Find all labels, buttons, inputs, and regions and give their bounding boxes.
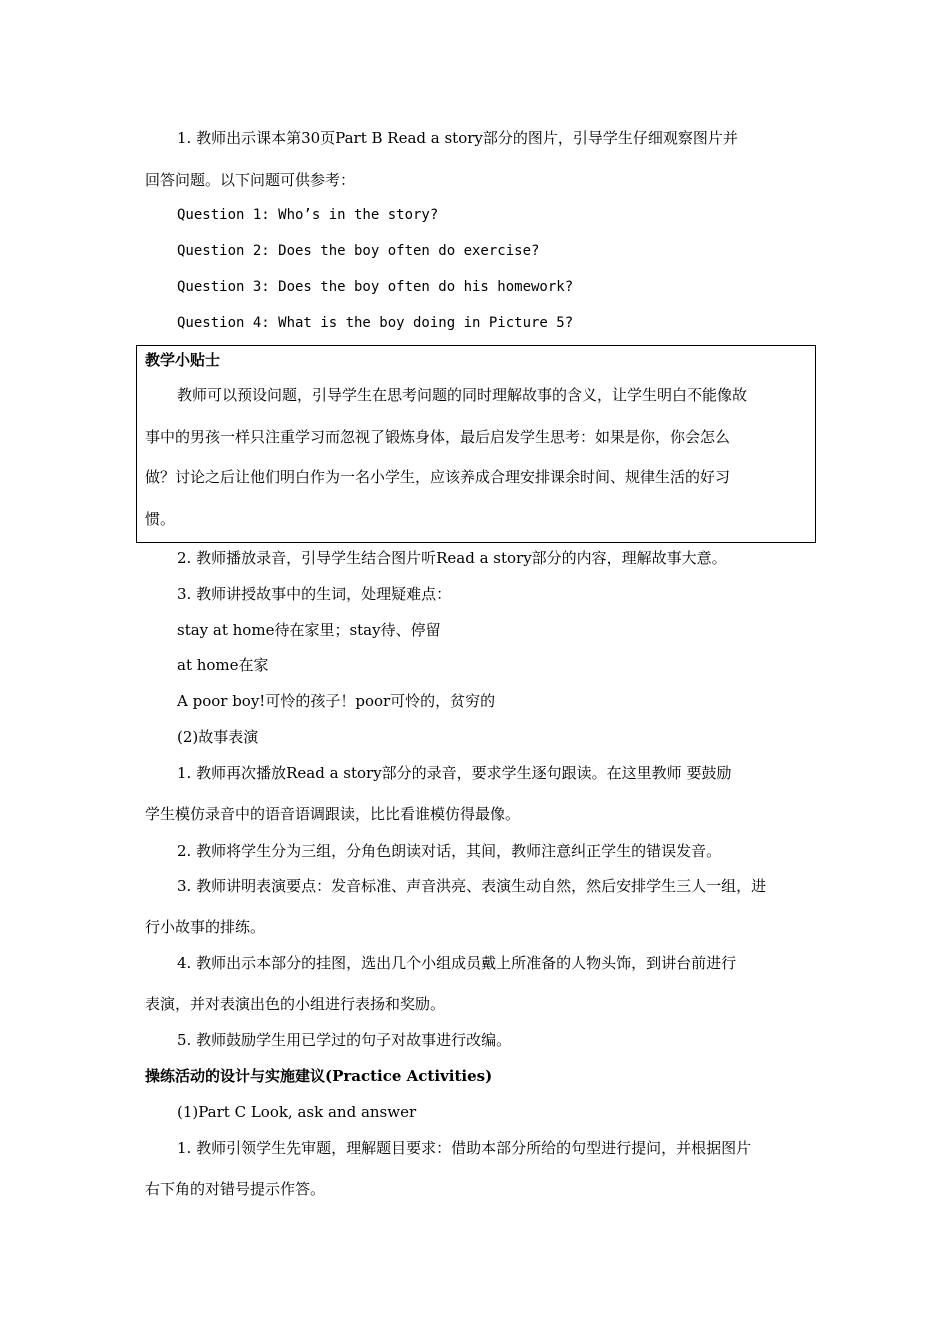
paragraph-line: 行小故事的排练。 bbox=[145, 918, 266, 936]
tip-line: 惯。 bbox=[145, 510, 176, 528]
section-heading: 操练活动的设计与实施建议(Practice Activities) bbox=[145, 1067, 493, 1085]
paragraph-line: 1. 教师再次播放Read a story部分的录音，要求学生逐句跟读。在这里教师 要鼓励 bbox=[177, 764, 732, 782]
paragraph-line: 右下角的对错号提示作答。 bbox=[145, 1180, 326, 1198]
paragraph-line: 表演，并对表演出色的小组进行表扬和奖励。 bbox=[145, 995, 446, 1013]
tip-line: 教师可以预设问题，引导学生在思考问题的同时理解故事的含义，让学生明白不能像故 bbox=[177, 386, 748, 404]
section-subheading: (2)故事表演 bbox=[177, 728, 259, 746]
paragraph-line: 1. 教师出示课本第30页Part B Read a story部分的图片，引导学生仔细观察图片并 bbox=[177, 129, 738, 147]
paragraph-line: 2. 教师播放录音，引导学生结合图片听Read a story部分的内容，理解故事大意。 bbox=[177, 549, 727, 567]
vocab-line: stay at home待在家里；stay待、停留 bbox=[177, 621, 441, 639]
paragraph-line: 3. 教师讲授故事中的生词，处理疑难点： bbox=[177, 585, 452, 603]
vocab-line: A poor boy!可怜的孩子！poor可怜的，贫穷的 bbox=[177, 692, 496, 710]
tip-title: 教学小贴士 bbox=[145, 351, 221, 369]
paragraph-line: 5. 教师鼓励学生用已学过的句子对故事进行改编。 bbox=[177, 1031, 512, 1049]
paragraph-line: 2. 教师将学生分为三组，分角色朗读对话，其间，教师注意纠正学生的错误发音。 bbox=[177, 842, 722, 860]
question-line: Question 1: Who’s in the story? bbox=[177, 207, 439, 223]
tip-line: 做？讨论之后让他们明白作为一名小学生，应该养成合理安排课余时间、规律生活的好习 bbox=[145, 468, 731, 486]
paragraph-line: 回答问题。以下问题可供参考： bbox=[145, 171, 356, 189]
question-line: Question 3: Does the boy often do his homework? bbox=[177, 279, 574, 295]
section-subheading: (1)Part C Look, ask and answer bbox=[177, 1103, 417, 1121]
paragraph-line: 学生模仿录音中的语音语调跟读，比比看谁模仿得最像。 bbox=[145, 805, 521, 823]
paragraph-line: 3. 教师讲明表演要点：发音标准、声音洪亮、表演生动自然，然后安排学生三人一组，进 bbox=[177, 877, 767, 895]
vocab-line: at home在家 bbox=[177, 656, 269, 674]
question-line: Question 4: What is the boy doing in Picture 5? bbox=[177, 315, 574, 331]
tip-line: 事中的男孩一样只注重学习而忽视了锻炼身体，最后启发学生思考：如果是你，你会怎么 bbox=[145, 428, 731, 446]
paragraph-line: 4. 教师出示本部分的挂图，选出几个小组成员戴上所准备的人物头饰，到讲台前进行 bbox=[177, 954, 737, 972]
question-line: Question 2: Does the boy often do exercise? bbox=[177, 243, 540, 259]
paragraph-line: 1. 教师引领学生先审题，理解题目要求：借助本部分所给的句型进行提问，并根据图片 bbox=[177, 1139, 752, 1157]
